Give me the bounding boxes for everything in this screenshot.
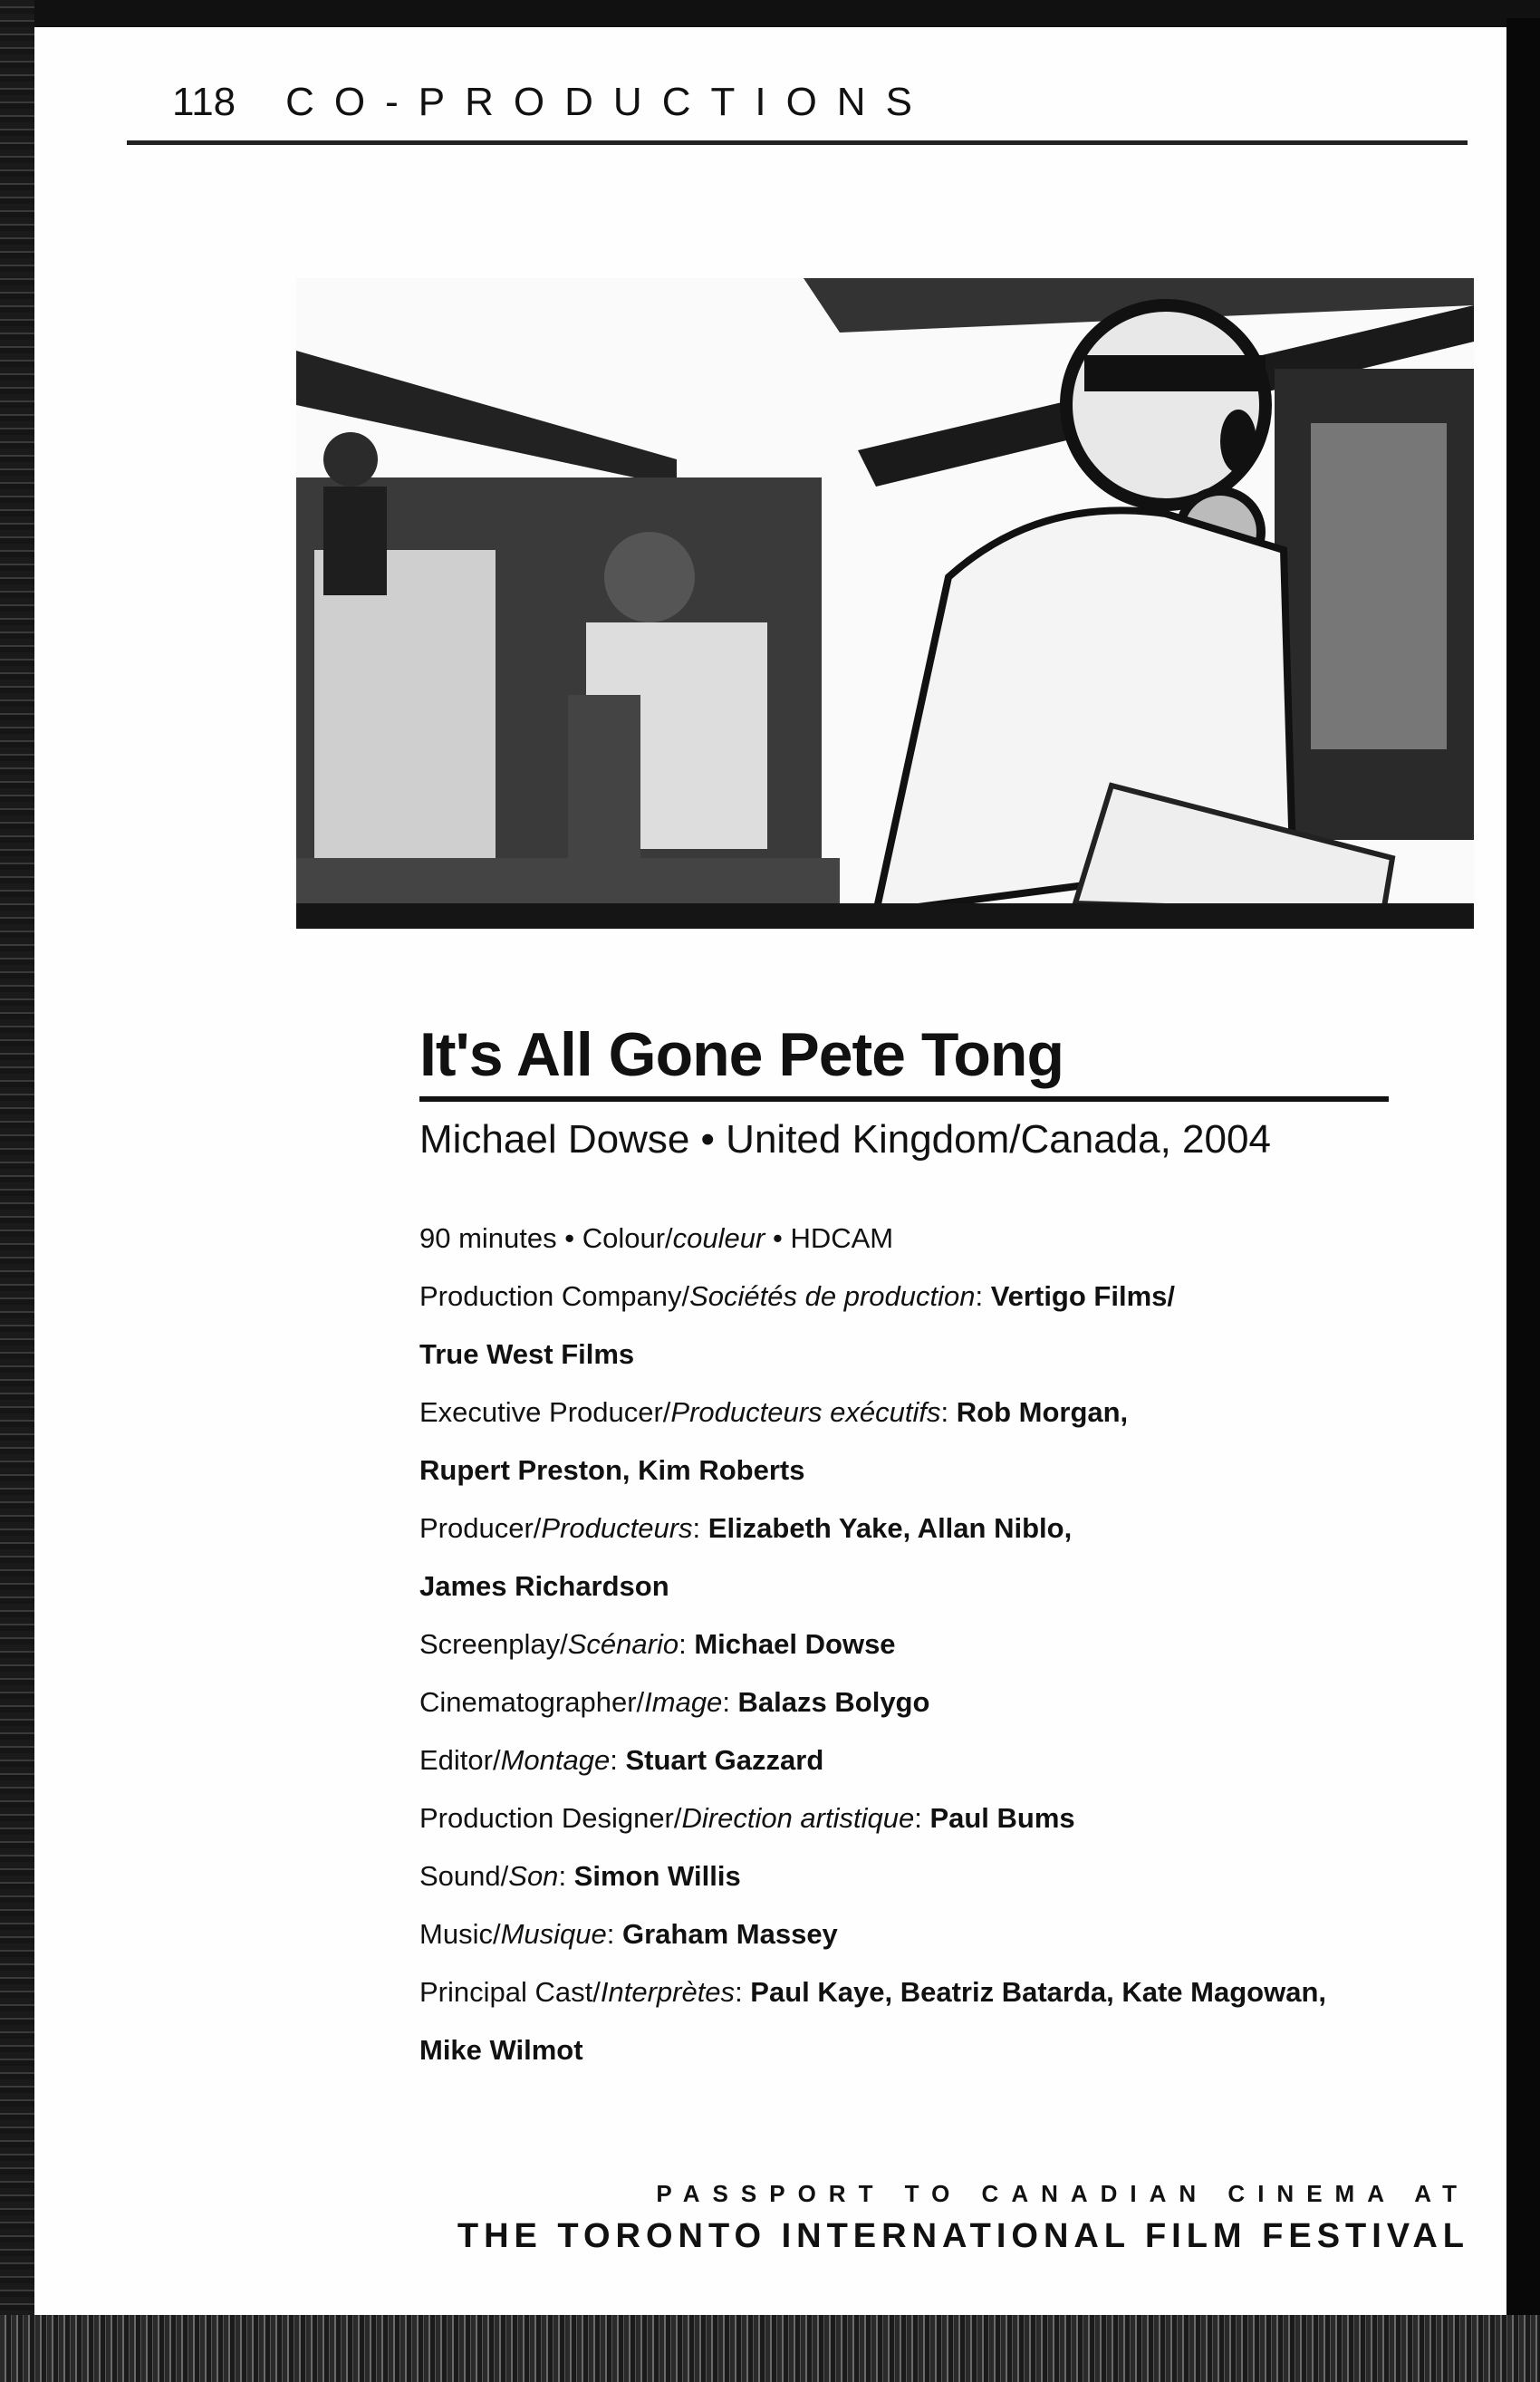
credit-label-fr: Producteurs <box>541 1512 693 1544</box>
credit-label-fr: Direction artistique <box>681 1802 915 1834</box>
credit-value: Balazs Bolygo <box>737 1686 930 1718</box>
credit-production-designer: Production Designer/Direction artistique: Paul Bums <box>419 1802 1075 1834</box>
credit-label: Production Designer/ <box>419 1802 682 1834</box>
credit-value: Elizabeth Yake, Allan Niblo, <box>707 1512 1073 1544</box>
section-title: CO-PRODUCTIONS <box>285 80 932 124</box>
credit-production-company: Production Company/Sociétés de production: Vertigo Films/ <box>419 1280 1175 1312</box>
film-still-photo <box>296 278 1474 929</box>
header-rule <box>127 140 1468 145</box>
page-header <box>172 80 932 134</box>
credit-value-continued: Mike Wilmot <box>419 2034 583 2066</box>
credit-screenplay: Screenplay/Scénario: Michael Dowse <box>419 1628 896 1660</box>
credits-block <box>419 1210 1434 2079</box>
credit-principal-cast: Principal Cast/Interprètes: Paul Kaye, Beatriz Batarda, Kate Magowan, <box>419 1976 1326 2008</box>
credit-value: Graham Massey <box>622 1918 838 1950</box>
credit-music: Music/Musique: Graham Massey <box>419 1918 838 1950</box>
credit-label-fr: Sociétés de production <box>689 1280 976 1312</box>
credit-label: Principal Cast/ <box>419 1976 601 2008</box>
page-number: 118 <box>172 80 236 124</box>
credit-value: Vertigo Films/ <box>990 1280 1175 1312</box>
credit-value: Michael Dowse <box>694 1628 896 1660</box>
credit-label: Production Company/ <box>419 1280 690 1312</box>
credit-label: Cinematographer/ <box>419 1686 645 1718</box>
credit-label: Editor/ <box>419 1744 501 1776</box>
credit-producer: Producer/Producteurs: Elizabeth Yake, Allan Niblo, <box>419 1512 1073 1544</box>
credit-label: Screenplay/ <box>419 1628 568 1660</box>
scan-edge-left <box>0 0 34 2382</box>
credit-editor: Editor/Montage: Stuart Gazzard <box>419 1744 824 1776</box>
scan-edge-bottom <box>0 2315 1540 2382</box>
format: HDCAM <box>790 1222 894 1254</box>
credit-label-fr: Interprètes <box>600 1976 736 2008</box>
credit-value-continued: Rupert Preston, Kim Roberts <box>419 1454 805 1486</box>
credit-value-continued: True West Films <box>419 1338 635 1370</box>
credit-value: Paul Bums <box>929 1802 1075 1834</box>
credit-label: Producer/ <box>419 1512 542 1544</box>
title-rule <box>419 1096 1389 1102</box>
credit-label-fr: Son <box>508 1860 559 1892</box>
credit-sound: Sound/Son: Simon Willis <box>419 1860 741 1892</box>
credit-label-fr: Musique <box>500 1918 607 1950</box>
separator: • <box>765 1222 791 1254</box>
credit-label-fr: Scénario <box>567 1628 679 1660</box>
credit-label: Music/ <box>419 1918 501 1950</box>
credit-label-fr: Montage <box>500 1744 611 1776</box>
credit-label-fr: Producteurs exécutifs <box>670 1396 941 1428</box>
credit-executive-producer: Executive Producer/Producteurs exécutifs: Rob Morgan, <box>419 1396 1129 1428</box>
credit-cinematographer: Cinematographer/Image: Balazs Bolygo <box>419 1686 930 1718</box>
film-still-illustration <box>296 278 1474 929</box>
scan-edge-right <box>1506 18 1540 2319</box>
tech-specs <box>419 1210 1434 1268</box>
credit-label: Sound/ <box>419 1860 509 1892</box>
footer-tagline: PASSPORT TO CANADIAN CINEMA AT <box>656 2180 1469 2207</box>
separator: • <box>556 1222 582 1254</box>
colour-label-fr: couleur <box>672 1222 765 1254</box>
credit-value: Stuart Gazzard <box>625 1744 824 1776</box>
credit-label: Executive Producer/ <box>419 1396 671 1428</box>
credit-value: Rob Morgan, <box>956 1396 1129 1428</box>
director-country-year: Michael Dowse • United Kingdom/Canada, 2004 <box>419 1117 1271 1162</box>
credit-value: Paul Kaye, Beatriz Batarda, Kate Magowan, <box>750 1976 1326 2008</box>
credit-value-continued: James Richardson <box>419 1570 669 1602</box>
film-title: It's All Gone Pete Tong <box>419 1020 1064 1089</box>
colour-label: Colour/ <box>582 1222 673 1254</box>
credit-value: Simon Willis <box>573 1860 741 1892</box>
footer-festival-name: THE TORONTO INTERNATIONAL FILM FESTIVAL <box>457 2217 1469 2255</box>
credit-label-fr: Image <box>644 1686 723 1718</box>
runtime: 90 minutes <box>419 1222 557 1254</box>
